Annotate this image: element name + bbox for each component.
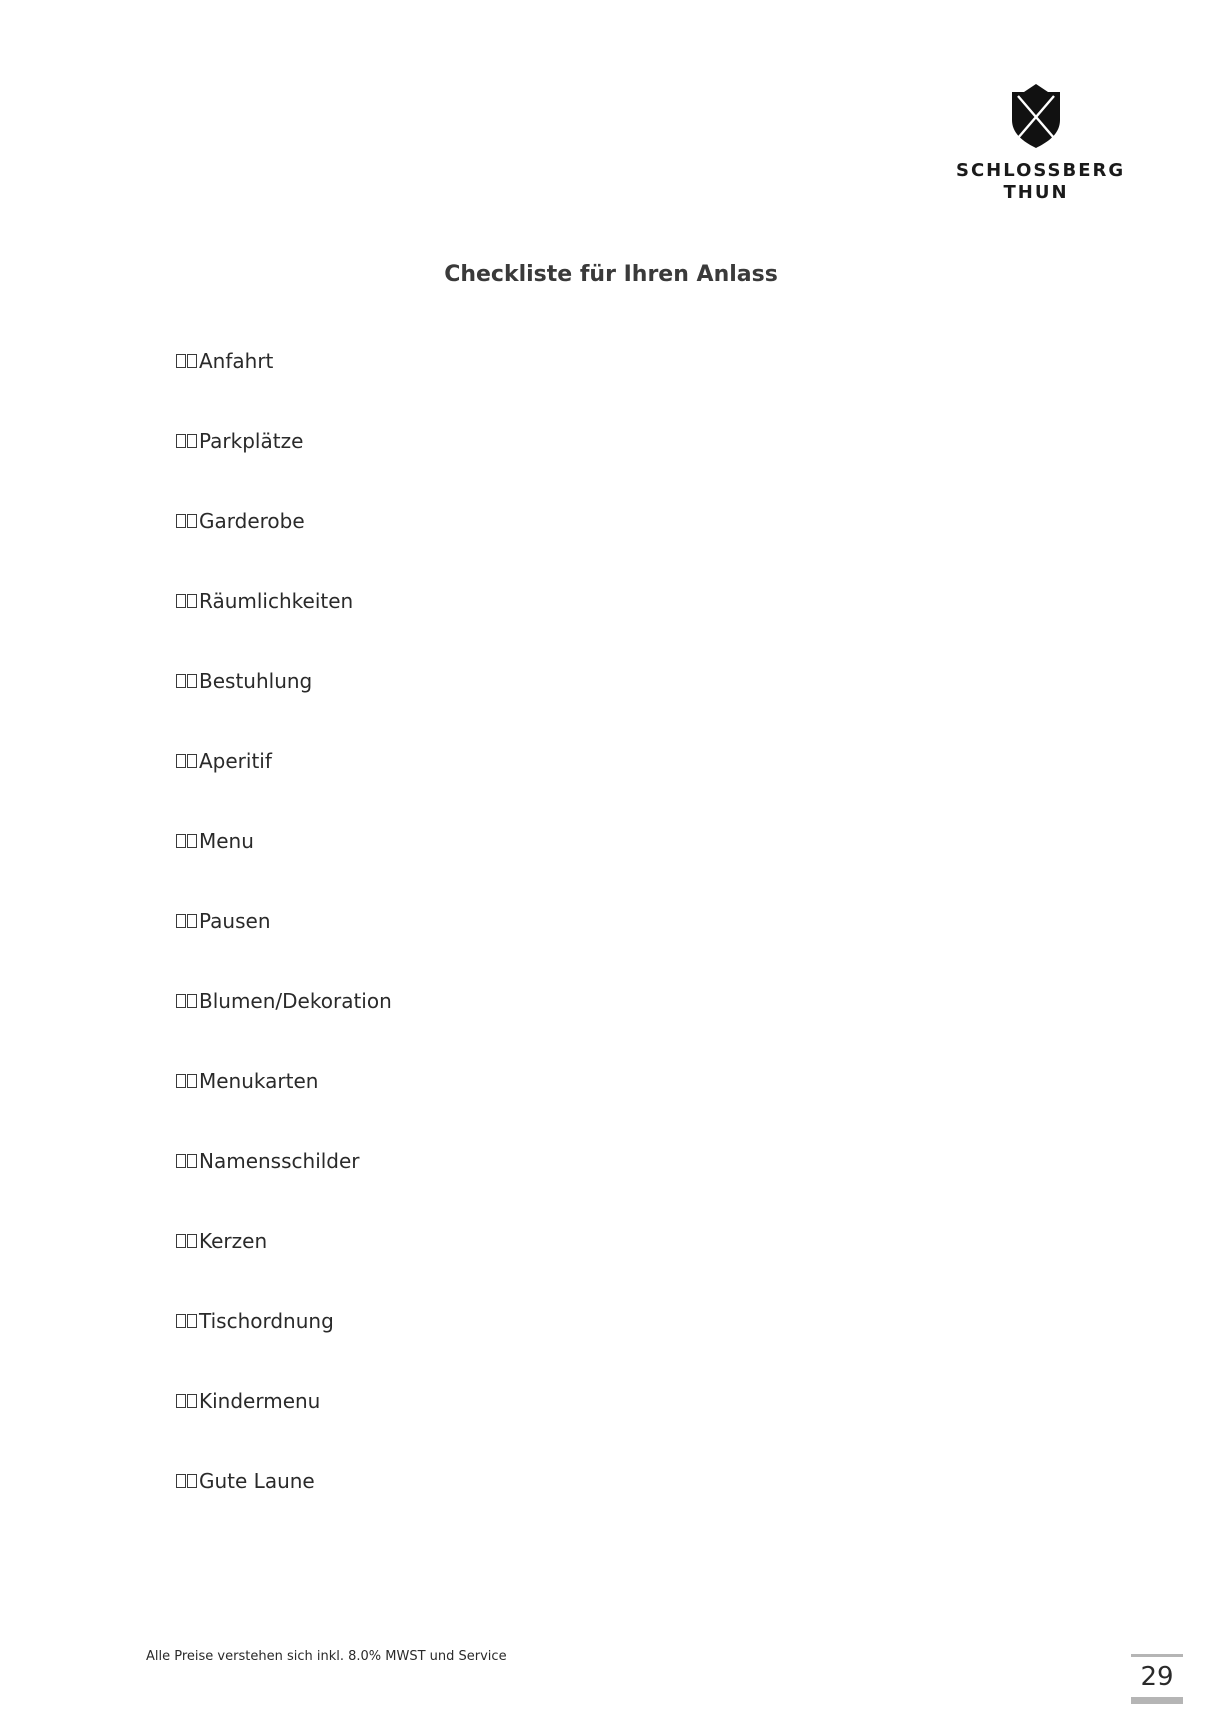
checklist-item bbox=[176, 828, 392, 908]
checkbox-icon[interactable] bbox=[176, 354, 186, 368]
checkbox-glyphs[interactable] bbox=[176, 834, 197, 848]
checklist-item-label: Aperitif bbox=[199, 749, 272, 773]
checklist-item-label: Menukarten bbox=[199, 1069, 319, 1093]
checkbox-icon[interactable] bbox=[187, 594, 197, 608]
checklist-item bbox=[176, 988, 392, 1068]
checkbox-glyphs[interactable] bbox=[176, 994, 197, 1008]
checkbox-glyphs[interactable] bbox=[176, 514, 197, 528]
shield-crossed-icon bbox=[1010, 82, 1062, 150]
checklist-item bbox=[176, 1148, 392, 1228]
checkbox-icon[interactable] bbox=[187, 1234, 197, 1248]
checkbox-icon[interactable] bbox=[187, 1074, 197, 1088]
checkbox-icon[interactable] bbox=[187, 914, 197, 928]
checklist-item bbox=[176, 1228, 392, 1308]
page-number: 29 bbox=[1140, 1662, 1174, 1692]
checkbox-icon[interactable] bbox=[187, 1154, 197, 1168]
checklist-item-label: Gute Laune bbox=[199, 1469, 315, 1493]
checkbox-icon[interactable] bbox=[176, 1474, 186, 1488]
brand-name: SCHLOSSBERG bbox=[956, 160, 1126, 181]
checkbox-glyphs[interactable] bbox=[176, 674, 197, 688]
checklist-item-label: Tischordnung bbox=[199, 1309, 334, 1333]
checklist-item-label: Blumen/Dekoration bbox=[199, 989, 392, 1013]
checklist-item-label: Räumlichkeiten bbox=[199, 589, 354, 613]
checkbox-glyphs[interactable] bbox=[176, 914, 197, 928]
checkbox-glyphs[interactable] bbox=[176, 594, 197, 608]
checkbox-icon[interactable] bbox=[176, 1234, 186, 1248]
checkbox-icon[interactable] bbox=[187, 834, 197, 848]
checkbox-glyphs[interactable] bbox=[176, 1394, 197, 1408]
checklist-item bbox=[176, 1468, 392, 1548]
checklist-item bbox=[176, 508, 392, 588]
checkbox-icon[interactable] bbox=[187, 754, 197, 768]
checkbox-icon[interactable] bbox=[176, 1074, 186, 1088]
page-title: Checkliste für Ihren Anlass bbox=[444, 262, 778, 287]
brand-location: THUN bbox=[1003, 182, 1069, 203]
checklist-item bbox=[176, 588, 392, 668]
checkbox-icon[interactable] bbox=[176, 754, 186, 768]
checkbox-icon[interactable] bbox=[176, 914, 186, 928]
checkbox-glyphs[interactable] bbox=[176, 1474, 197, 1488]
checkbox-glyphs[interactable] bbox=[176, 1234, 197, 1248]
checklist-item bbox=[176, 748, 392, 828]
checklist-item bbox=[176, 1308, 392, 1388]
page-number-rule-bottom bbox=[1131, 1697, 1183, 1704]
checkbox-icon[interactable] bbox=[187, 514, 197, 528]
checkbox-icon[interactable] bbox=[187, 354, 197, 368]
checklist-item-label: Pausen bbox=[199, 909, 271, 933]
checklist-item bbox=[176, 348, 392, 428]
checkbox-icon[interactable] bbox=[176, 1154, 186, 1168]
checklist-item bbox=[176, 668, 392, 748]
checklist-item-label: Kindermenu bbox=[199, 1389, 321, 1413]
checkbox-icon[interactable] bbox=[187, 674, 197, 688]
checkbox-icon[interactable] bbox=[187, 1474, 197, 1488]
checkbox-glyphs[interactable] bbox=[176, 1314, 197, 1328]
checklist-item bbox=[176, 428, 392, 508]
checklist-item-label: Namensschilder bbox=[199, 1149, 360, 1173]
checkbox-icon[interactable] bbox=[187, 1314, 197, 1328]
checkbox-icon[interactable] bbox=[187, 434, 197, 448]
checkbox-icon[interactable] bbox=[176, 594, 186, 608]
checkbox-icon[interactable] bbox=[176, 514, 186, 528]
checkbox-icon[interactable] bbox=[176, 994, 186, 1008]
page-number-block bbox=[1131, 1654, 1183, 1704]
checklist-item bbox=[176, 1388, 392, 1468]
checkbox-glyphs[interactable] bbox=[176, 354, 197, 368]
checklist-item-label: Anfahrt bbox=[199, 349, 274, 373]
footer-note: Alle Preise verstehen sich inkl. 8.0% MWST und Service bbox=[146, 1649, 507, 1664]
checkbox-glyphs[interactable] bbox=[176, 434, 197, 448]
checkbox-glyphs[interactable] bbox=[176, 1074, 197, 1088]
checklist-item-label: Kerzen bbox=[199, 1229, 268, 1253]
checkbox-icon[interactable] bbox=[176, 834, 186, 848]
checkbox-icon[interactable] bbox=[176, 1314, 186, 1328]
checklist-item-label: Bestuhlung bbox=[199, 669, 313, 693]
checkbox-icon[interactable] bbox=[176, 1394, 186, 1408]
brand-logo bbox=[956, 82, 1126, 204]
checklist-item bbox=[176, 1068, 392, 1148]
checkbox-icon[interactable] bbox=[176, 434, 186, 448]
checkbox-glyphs[interactable] bbox=[176, 754, 197, 768]
checklist-item-label: Parkplätze bbox=[199, 429, 304, 453]
checklist-item-label: Menu bbox=[199, 829, 254, 853]
checklist bbox=[176, 348, 392, 1548]
checkbox-icon[interactable] bbox=[176, 674, 186, 688]
checkbox-icon[interactable] bbox=[187, 1394, 197, 1408]
checkbox-icon[interactable] bbox=[187, 994, 197, 1008]
checklist-item bbox=[176, 908, 392, 988]
checklist-item-label: Garderobe bbox=[199, 509, 305, 533]
checkbox-glyphs[interactable] bbox=[176, 1154, 197, 1168]
